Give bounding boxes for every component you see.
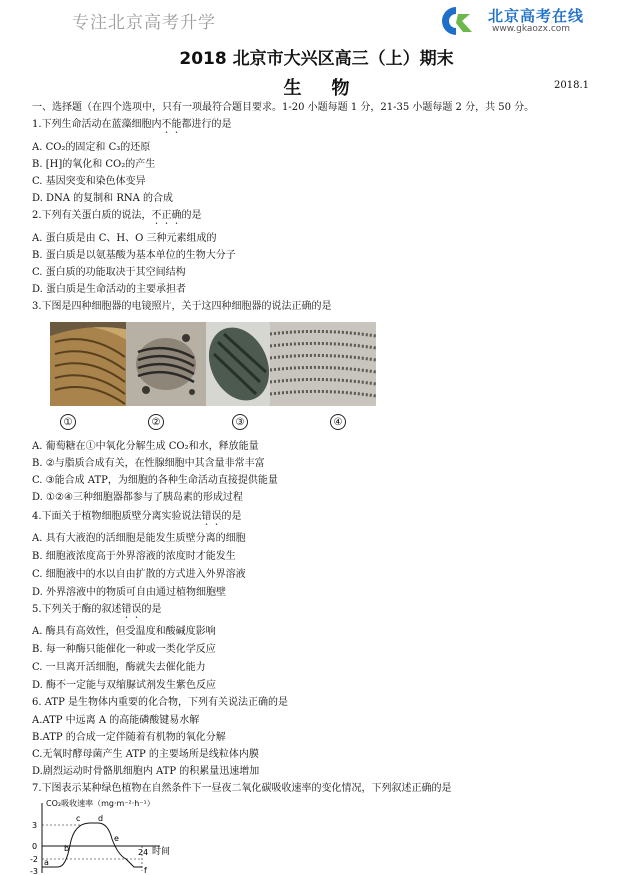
x-tick: 24 [138, 848, 149, 857]
question-option: C. 基因突变和染色体变异 [32, 176, 146, 187]
question-stem: 1.下列生命活动在蓝藻细胞内不能都进行的是 [32, 119, 232, 130]
question-option: D. 外界溶液中的物质可自由通过植物细胞壁 [32, 587, 227, 598]
question-option: D. ①②④三种细胞器都参与了胰岛素的形成过程 [32, 492, 243, 503]
question-stem: 7.下图表示某种绿色植物在自然条件下一昼夜二氧化碳吸收速率的变化情况，下列叙述正确的是 [32, 783, 452, 794]
exam-date: 2018.1 [554, 80, 589, 91]
question-option: D. 蛋白质是生命活动的主要承担者 [32, 284, 187, 295]
question-option: C. 细胞液中的水以自由扩散的方式进入外界溶液 [32, 569, 246, 580]
point-label: f [144, 866, 147, 875]
question-option: C. ③能合成 ATP，为细胞的各种生命活动直接提供能量 [32, 475, 278, 486]
question-stem: 5.下列关于酶的叙述错误的是 [32, 604, 162, 615]
point-label: c [76, 814, 81, 823]
brand-url: www.gkaozx.com [492, 24, 571, 34]
question-option: A. 蛋白质是由 C、H、O 三种元素组成的 [32, 233, 217, 244]
point-label: e [114, 834, 119, 843]
point-label: a [44, 858, 49, 867]
chart-xlabel: 时间 [152, 847, 171, 857]
brand-logo [436, 4, 616, 38]
photo-label: ③ [232, 414, 248, 430]
question-stem: 2.下列有关蛋白质的说法，不正确的是 [32, 210, 202, 221]
question-option: C. 蛋白质的功能取决于其空间结构 [32, 267, 186, 278]
organelle-photo-er [270, 322, 376, 406]
section-heading: 一、选择题（在四个选项中，只有一项最符合题目要求。1-20 小题每题 1 分，21-35 小题每题 2 分，共 50 分。 [32, 102, 535, 113]
y-tick: 3 [32, 821, 38, 830]
y-tick: 0 [32, 842, 38, 851]
question-option: A.ATP 中远离 A 的高能磷酸键易水解 [32, 715, 200, 726]
photo-label: ④ [330, 414, 346, 430]
co2-curve [42, 823, 142, 867]
question-stem: 6. ATP 是生物体内重要的化合物，下列有关说法正确的是 [32, 697, 288, 708]
question-stem: 3.下图是四种细胞器的电镜照片，关于这四种细胞器的说法正确的是 [32, 301, 332, 312]
question-option: A. 具有大液泡的活细胞是能发生质壁分离的细胞 [32, 533, 246, 544]
question-option: B. [H]的氧化和 CO₂的产生 [32, 159, 156, 170]
y-tick: -2 [30, 855, 38, 864]
question-option: D. 酶不一定能与双缩脲试剂发生紫色反应 [32, 680, 217, 691]
brand-name: 北京高考在线 [488, 7, 585, 25]
photo-label: ② [148, 414, 164, 430]
question-option: B. 每一种酶只能催化一种或一类化学反应 [32, 644, 216, 655]
question-option: D. DNA 的复制和 RNA 的合成 [32, 193, 174, 204]
question-stem: 4.下面关于植物细胞质壁分离实验说法错误的是 [32, 511, 242, 522]
y-tick: -3 [30, 867, 38, 875]
question-option: B. ②与脂质合成有关，在性腺细胞中其含量非常丰富 [32, 458, 265, 469]
question-option: A. 酶具有高效性，但受温度和酸碱度影响 [32, 626, 216, 637]
logo-mark-icon [436, 4, 484, 38]
header-slogan: 专注北京高考升学 [72, 13, 216, 33]
question-option: C.无氧时酵母菌产生 ATP 的主要场所是线粒体内膜 [32, 749, 259, 760]
photo-label: ① [60, 414, 76, 430]
question-option: A. CO₂的固定和 C₃的还原 [32, 142, 151, 153]
question-option: B.ATP 的合成一定伴随着有机物的氧化分解 [32, 732, 226, 743]
point-label: d [98, 814, 104, 823]
exam-title: 2018 北京市大兴区高三（上）期末 [179, 49, 454, 69]
exam-subject: 生物 [283, 78, 380, 99]
organelle-photo-mitochondrion [50, 322, 130, 406]
question-option: C. 一旦离开活细胞，酶就失去催化能力 [32, 662, 206, 673]
question-option: A. 葡萄糖在①中氧化分解生成 CO₂和水，释放能量 [32, 441, 259, 452]
question-option: B. 蛋白质是以氨基酸为基本单位的生物大分子 [32, 250, 236, 261]
question-option: D.剧烈运动时骨骼肌细胞内 ATP 的积累量迅速增加 [32, 766, 260, 777]
question-option: B. 细胞液浓度高于外界溶液的浓度时才能发生 [32, 551, 236, 562]
co2-absorption-chart [30, 795, 210, 875]
organelle-photo-chloroplast [206, 322, 272, 406]
chart-ylabel: CO₂吸收速率（mg·m⁻²·h⁻¹） [46, 799, 155, 808]
organelle-photo-golgi [126, 322, 206, 406]
point-label: b [64, 844, 70, 853]
